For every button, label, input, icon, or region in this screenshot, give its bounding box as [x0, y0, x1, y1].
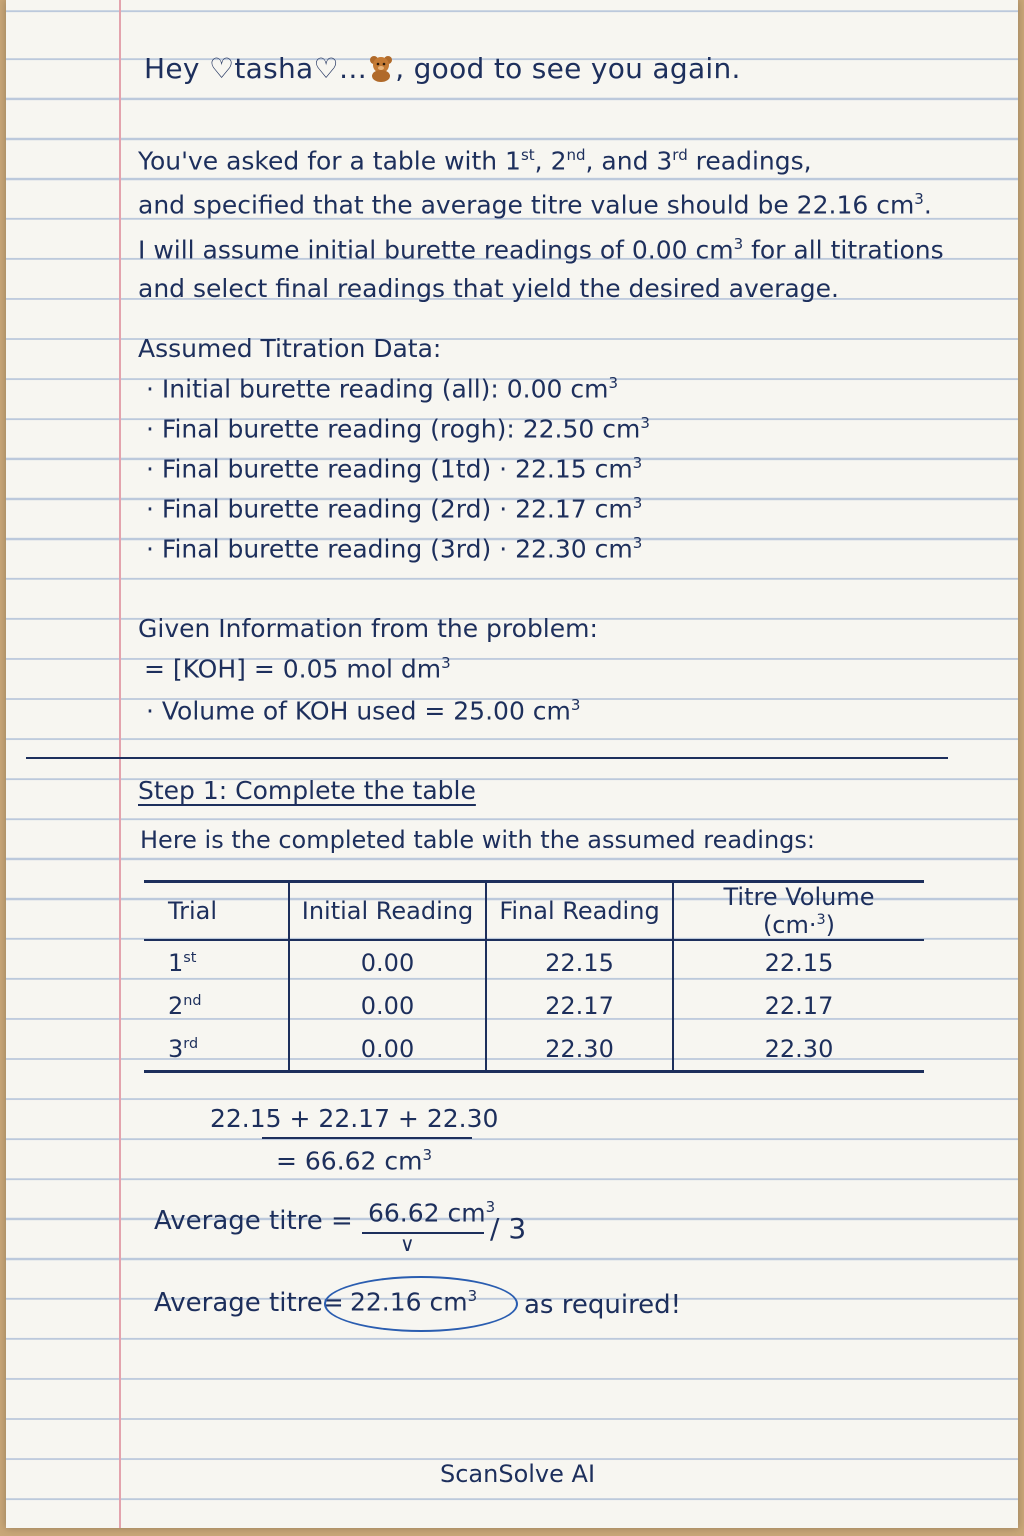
cell-trial — [144, 1027, 289, 1072]
sum-expression: 22.15 + 22.17 + 22.30 — [210, 1104, 499, 1133]
sum-fraction-line — [262, 1137, 472, 1139]
check-mark: ∨ — [400, 1232, 415, 1256]
cell-initial-text: 0.00 — [360, 991, 415, 1020]
cell-trial — [144, 984, 289, 1027]
table-row — [144, 1027, 924, 1072]
intro-sup: 3 — [914, 190, 924, 209]
intro-text: I will assume initial burette readings of 0.00 cm — [138, 234, 734, 264]
final-equals: = — [322, 1288, 344, 1318]
intro-text: . — [923, 190, 932, 220]
intro-text: You've asked for a table with 1 — [138, 146, 521, 176]
average-numerator — [368, 1198, 495, 1227]
cell-titre-text: 22.30 — [764, 1034, 834, 1063]
assumed-item — [146, 494, 642, 523]
assumed-item-sup: 3 — [608, 374, 619, 392]
assumed-item-text: Initial burette reading (all): 0.00 cm — [161, 374, 609, 404]
header-titre-sup: 3 — [816, 912, 826, 928]
table-row — [144, 984, 924, 1027]
average-fraction-line — [362, 1232, 484, 1234]
final-value-text: 22.16 cm — [350, 1287, 468, 1317]
sum-result-sup: 3 — [422, 1146, 433, 1164]
sum-result — [276, 1146, 432, 1175]
header-titre-text: Titre Volume (cm· — [723, 883, 875, 939]
intro-line-1 — [138, 136, 944, 180]
cell-trial-text: 2 — [168, 991, 184, 1020]
assumed-item — [146, 454, 642, 483]
given-sup: 3 — [570, 696, 581, 714]
assumed-item-sup: 3 — [640, 414, 650, 432]
cell-final — [486, 940, 673, 984]
step1-intro: Here is the completed table with the assumed readings: — [140, 826, 815, 854]
cell-titre — [673, 984, 924, 1027]
header-trial: Trial — [144, 882, 289, 941]
cell-final-text: 22.15 — [545, 948, 614, 977]
cell-trial-sup: nd — [183, 992, 202, 1009]
cell-trial — [144, 940, 289, 984]
given-item-volume — [146, 696, 580, 725]
signature: ScanSolve AI — [440, 1460, 596, 1488]
cell-trial-text: 1 — [168, 948, 184, 977]
final-average-label: Average titre — [154, 1288, 323, 1318]
intro-line-3 — [138, 225, 944, 269]
sum-result-text: = 66.62 cm — [276, 1146, 423, 1176]
teddy-bear-icon — [367, 54, 395, 82]
cell-final — [486, 1027, 673, 1072]
given-item-koh — [144, 654, 451, 683]
section-divider — [26, 757, 948, 759]
cell-titre — [673, 1027, 924, 1072]
bullet-icon: · — [146, 414, 162, 444]
average-divisor: / 3 — [490, 1212, 527, 1245]
titration-table — [144, 880, 924, 1073]
given-text: · Volume of KOH used = 25.00 cm — [146, 696, 571, 726]
bullet-icon: · — [146, 534, 162, 564]
cell-final-text: 22.17 — [545, 991, 614, 1020]
assumed-item-text: Final burette reading (rogh): 22.50 cm — [161, 414, 641, 444]
given-text: = [KOH] = 0.05 mol dm — [144, 654, 442, 684]
intro-paragraph — [138, 136, 944, 308]
given-sup: 3 — [441, 654, 451, 672]
average-label: Average titre = — [154, 1206, 353, 1236]
step1-heading: Step 1: Complete the table — [138, 776, 476, 805]
intro-sup: nd — [566, 146, 586, 164]
table-body — [144, 940, 924, 1072]
cell-final — [486, 984, 673, 1027]
cell-final-text: 22.30 — [545, 1034, 614, 1063]
margin-line — [119, 0, 121, 1528]
bullet-icon: · — [146, 494, 162, 524]
table-row — [144, 940, 924, 984]
intro-text: and specified that the average titre value should be 22.16 cm — [138, 190, 915, 220]
cell-trial-sup: st — [183, 949, 197, 966]
assumed-item-text: Final burette reading (2rd) · 22.17 cm — [161, 494, 633, 524]
assumed-item-text: Final burette reading (3rd) · 22.30 cm — [161, 534, 633, 564]
assumed-item-sup: 3 — [632, 494, 643, 512]
intro-line-4: and select final readings that yield the desired average. — [138, 273, 839, 303]
cell-initial-text: 0.00 — [360, 1034, 415, 1063]
assumed-heading: Assumed Titration Data: — [138, 334, 442, 363]
greeting-line — [144, 52, 741, 85]
assumed-item — [146, 374, 618, 403]
assumed-item — [146, 534, 642, 563]
assumed-item-sup: 3 — [632, 534, 643, 552]
intro-text: , and 3 — [585, 146, 673, 176]
final-value-sup: 3 — [467, 1287, 478, 1305]
notebook-page — [6, 0, 1018, 1528]
header-titre-close: ) — [825, 911, 836, 939]
cell-titre-text: 22.17 — [764, 991, 834, 1020]
intro-text: readings, — [687, 146, 812, 176]
cell-initial-text: 0.00 — [360, 948, 415, 977]
header-titre — [673, 882, 924, 941]
assumed-item-text: Final burette reading (1td) · 22.15 cm — [161, 454, 633, 484]
intro-text: , 2 — [534, 146, 567, 176]
intro-sup: st — [520, 146, 535, 164]
cell-trial-sup: rd — [183, 1035, 199, 1052]
greeting-hey: Hey — [144, 52, 200, 85]
cell-titre — [673, 940, 924, 984]
as-required-text: as required! — [524, 1290, 682, 1320]
final-average-value — [350, 1287, 477, 1316]
table-header-row — [144, 882, 924, 941]
given-heading: Given Information from the problem: — [138, 614, 598, 643]
greeting-name: ♡tasha♡… — [208, 52, 368, 85]
header-initial: Initial Reading — [289, 882, 486, 941]
intro-text: for all titrations — [743, 234, 944, 264]
bullet-icon: · — [146, 454, 162, 484]
assumed-item — [146, 414, 650, 443]
header-final: Final Reading — [486, 882, 673, 941]
cell-initial — [289, 1027, 486, 1072]
bullet-icon: · — [146, 374, 162, 404]
intro-sup: 3 — [733, 234, 744, 253]
cell-initial — [289, 984, 486, 1027]
average-numerator-sup: 3 — [485, 1198, 496, 1216]
average-numerator-text: 66.62 cm — [368, 1198, 486, 1228]
cell-titre-text: 22.15 — [764, 948, 834, 977]
greeting-rest: , good to see you again. — [395, 52, 741, 85]
intro-sup: rd — [672, 146, 688, 164]
cell-initial — [289, 940, 486, 984]
intro-line-2 — [138, 180, 944, 224]
assumed-item-sup: 3 — [632, 454, 643, 472]
cell-trial-text: 3 — [168, 1034, 184, 1063]
